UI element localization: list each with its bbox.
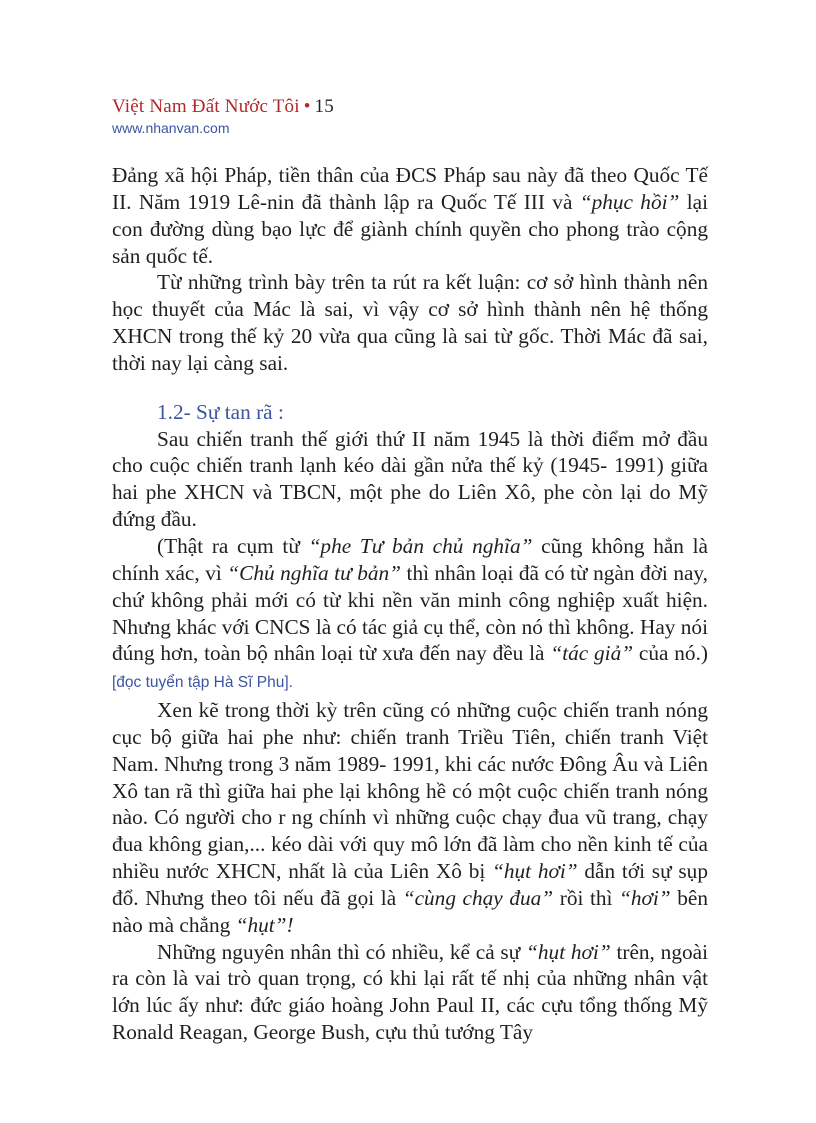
text-run: dẫn tới sự sụp đổ. Nhưng theo tôi nếu đã gọi là [112,859,708,910]
italic-run: “hụt hơi” [526,939,611,964]
text-run: rồi thì [553,885,620,910]
text-run: Xen kẽ trong thời kỳ trên cũng có những cuộc chiến tranh nóng cục bộ giữa hai phe như: chiến tranh Triều Tiên, chiến tranh Việt Nam. Nhưng trong 3 năm 1989- 1991, khi các nước Đông Âu và Liên Xô tan rã thì giữa hai phe lại không hề có một cuộc chiến tranh nóng nào. Có người cho r ng chính vì những cuộc chạy đua vũ trang, chạy đua không gian,... kéo dài với quy mô lớn đã làm cho nền kinh tế của nhiều nước XHCN, nhất là của Liên Xô bị [112,698,708,884]
paragraph-5 [112,697,708,939]
paragraph-1 [112,162,708,269]
reference-note: [đọc tuyển tập Hà Sĩ Phu]. [112,674,293,692]
text-run: thì nhân loại đã có từ ngàn đời nay, chứ không phải mới có từ khi nền văn minh công nghiệp xuất hiện. Nhưng khác với CNCS là có tác giả cụ thể, còn nó thì không. Hay nói đúng hơn, toàn bộ nhân loại từ xưa đến nay đều là [112,560,709,666]
paragraph-2: Từ những trình bày trên ta rút ra kết luận: cơ sở hình thành nên học thuyết của Mác là sai, vì vậy cơ sở hình thành nên hệ thống XHCN trong thế kỷ 20 vừa qua cũng là sai từ gốc. Thời Mác đã sai, thời nay lại càng sai. [112,270,708,375]
text-run: Đảng xã hội Pháp, tiền thân của ĐCS Pháp sau này đã theo Quốc Tế II. Năm 1919 Lê-nin đã thành lập ra Quốc Tế III và [112,163,708,214]
running-header [112,96,334,118]
italic-run: “Chủ nghĩa tư bản” [227,560,402,585]
paragraph-3: Sau chiến tranh thế giới thứ II năm 1945 là thời điểm mở đầu cho cuộc chiến tranh lạnh kéo dài gần nửa thế kỷ (1945- 1991) giữa hai phe XHCN và TBCN, một phe do Liên Xô, phe còn lại do Mỹ đứng đầu. [112,426,708,532]
website-url: www.nhanvan.com [112,120,230,136]
book-title: Việt Nam Đất Nước Tôi [112,96,300,117]
page-number: 15 [314,96,334,117]
text-run: trên, ngoài ra còn là vai trò quan trọng, có khi lại rất tế nhị của những nhân vật lớn lúc ấy như: đức giáo hoàng John Paul II, các cựu tổng thống Mỹ Ronald Reagan, George Bush, cựu thủ tướng Tây [112,939,708,1045]
paragraph-6 [112,939,708,1046]
italic-run: “hụt hơi” [492,859,578,884]
italic-run: “hụt”! [235,912,294,937]
spacer [112,377,708,399]
italic-run: “tác giả” [550,641,634,666]
page-body [112,162,708,1046]
italic-run: “phe Tư bản chủ nghĩa” [308,533,533,558]
italic-run: “cùng chạy đua” [402,885,554,910]
italic-run: “phục hồi” [579,189,680,214]
text-run: (Thật ra cụm từ [157,533,309,558]
italic-run: “hơi” [619,885,671,910]
text-run: lại con đường dùng bạo lực để giành chính quyền cho phong trào cộng sản quốc tế. [112,189,708,268]
text-run: cũng không hẳn là chính xác, vì [112,533,709,585]
text-run: Những nguyên nhân thì có nhiều, kể cả sự [157,939,527,964]
text-run: bên nào mà chẳng [112,885,708,937]
bullet-separator: • [303,96,311,117]
text-run: của nó.) [633,641,709,666]
paragraph-4 [112,533,708,697]
section-heading: 1.2- Sự tan rã : [157,399,284,424]
